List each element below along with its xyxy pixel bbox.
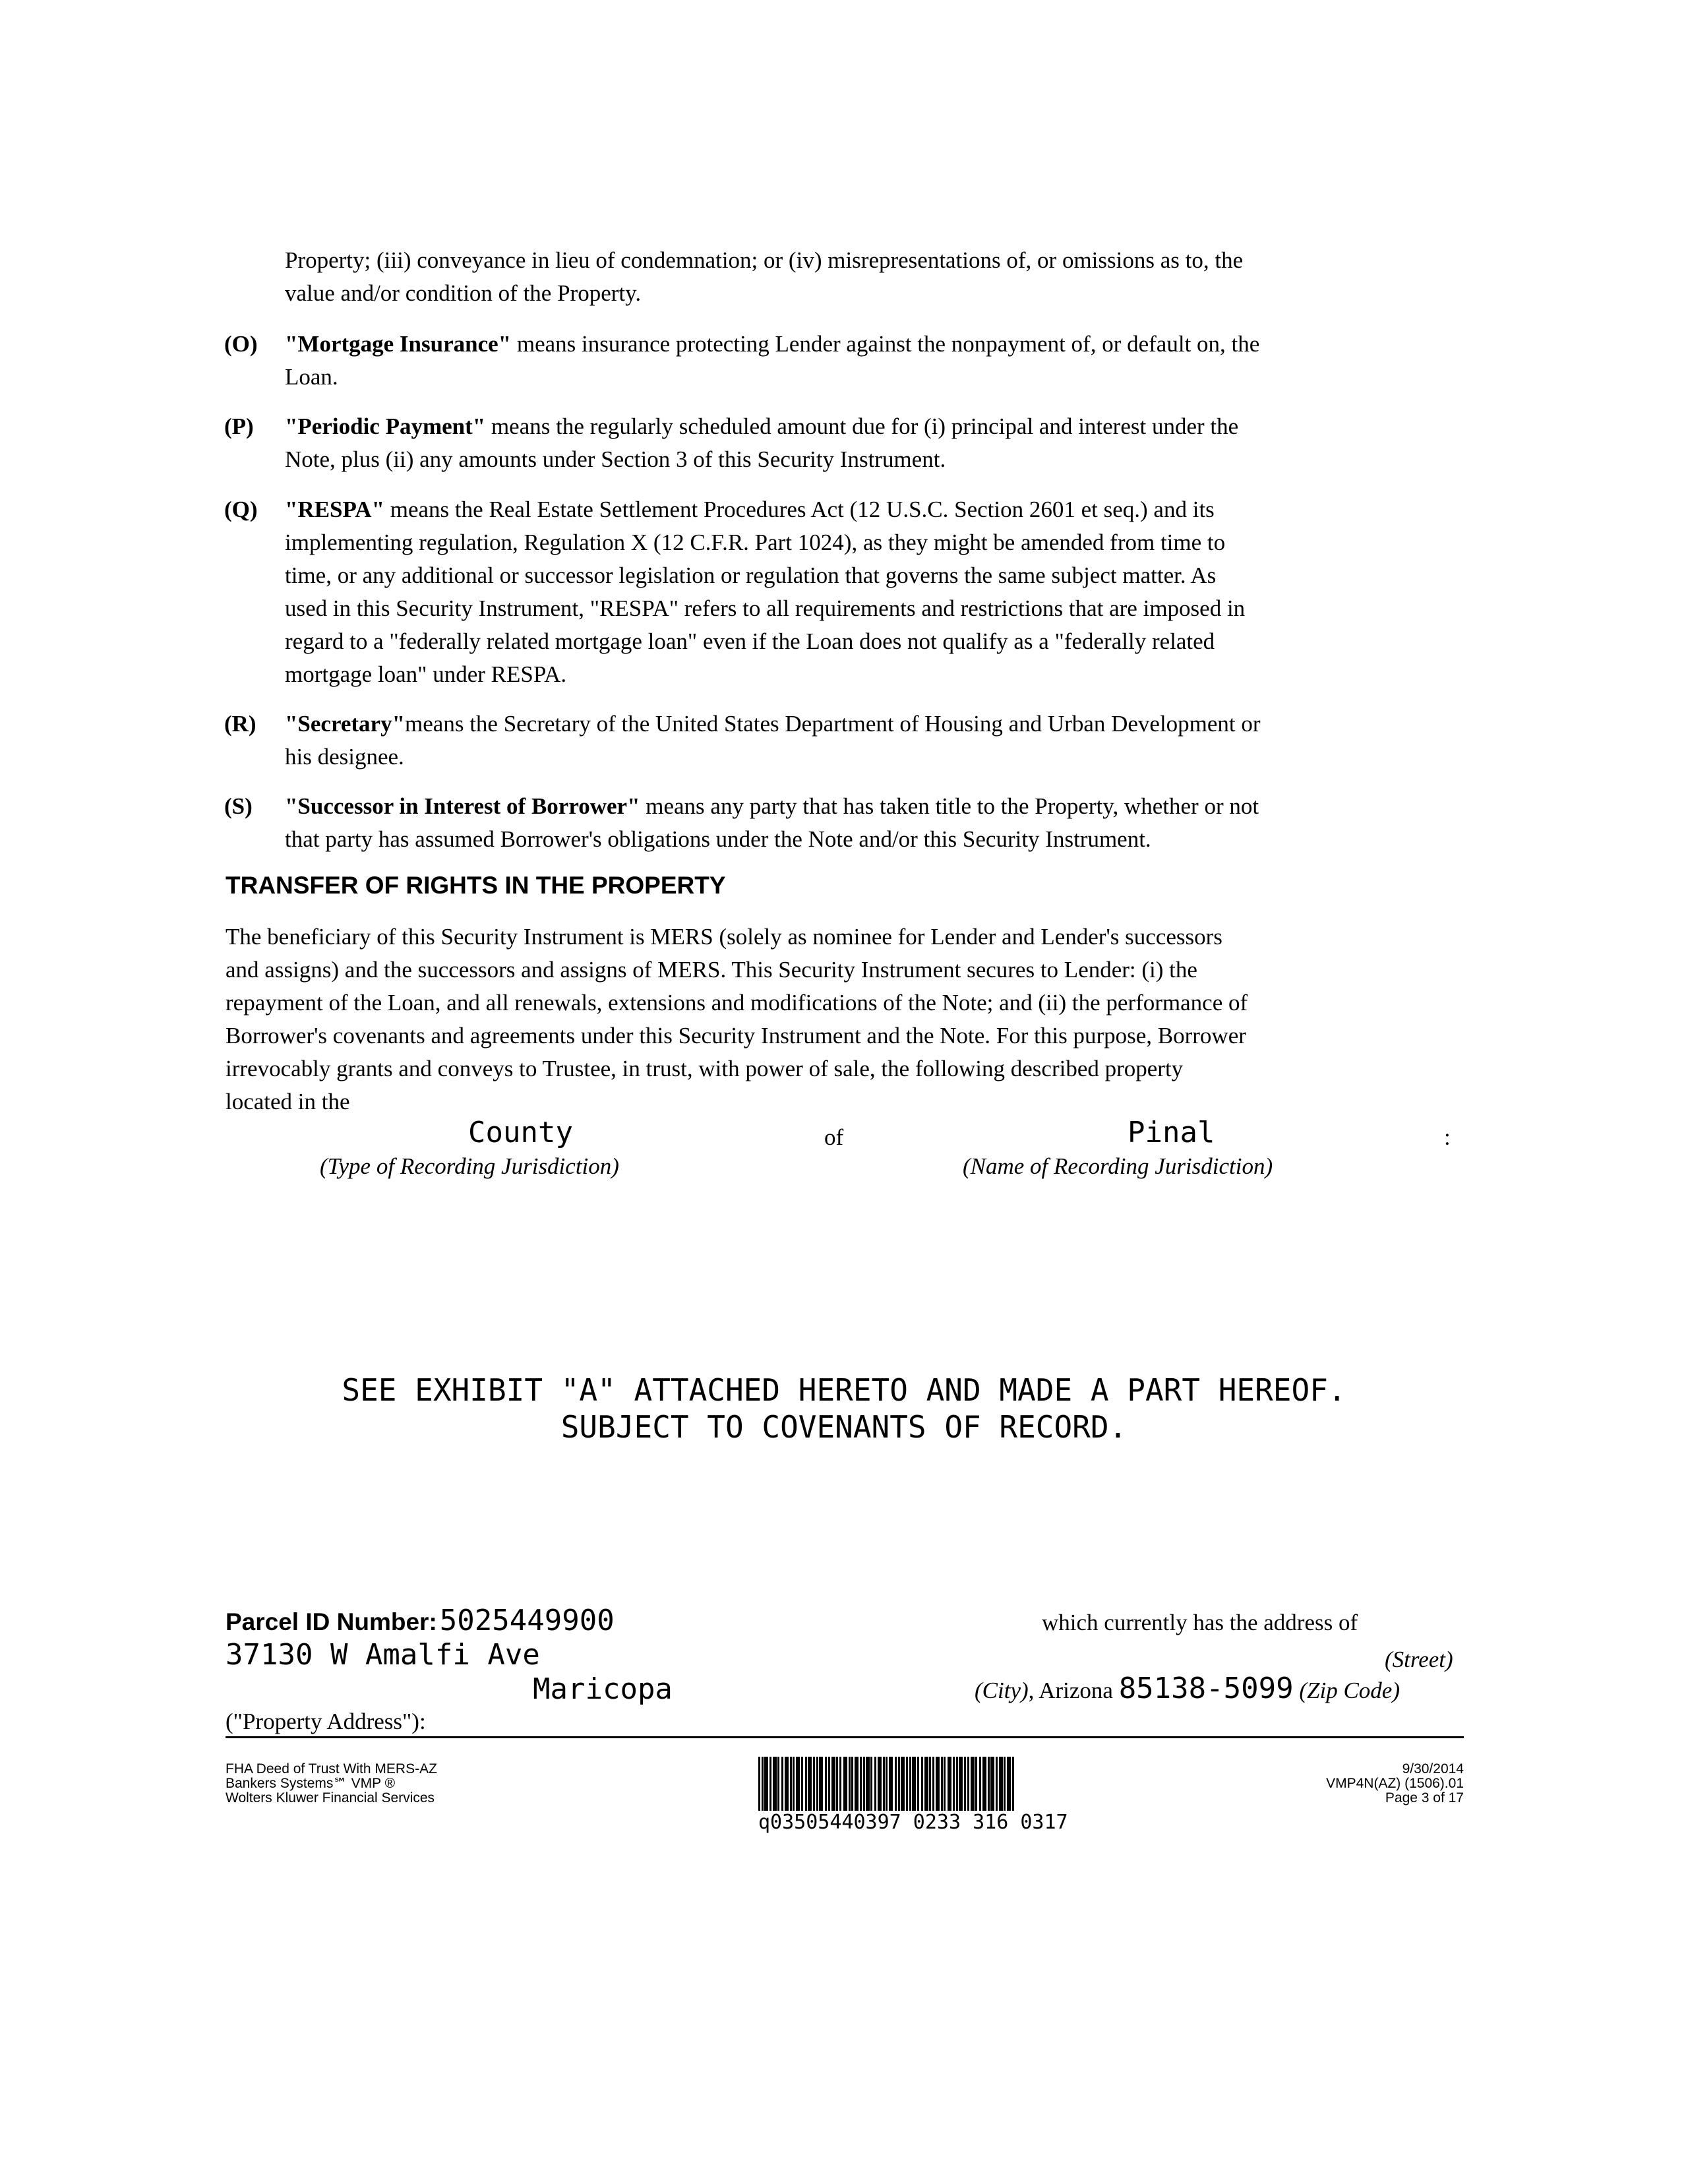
definition-text: means the regularly scheduled amount due for (i) principal and interest under the — [485, 413, 1239, 439]
definition-text: his designee. — [285, 744, 404, 770]
definition-text: Note, plus (ii) any amounts under Section 3 of this Security Instrument. — [285, 446, 946, 472]
definition-term: "Secretary" — [285, 711, 406, 737]
definition-letter: (O) — [224, 331, 258, 357]
parcel-id-value: 5025449900 — [439, 1604, 615, 1637]
state-text: , Arizona — [1028, 1678, 1113, 1703]
jurisdiction-colon: : — [1444, 1124, 1451, 1150]
definition-text: means the Secretary of the United States Department of Housing and Urban Development or — [405, 711, 1261, 737]
paragraph-line: irrevocably grants and conveys to Trustee, in trust, with power of sale, the following described property — [226, 1056, 1184, 1081]
footer-company: Wolters Kluwer Financial Services — [226, 1790, 435, 1805]
section-heading: TRANSFER OF RIGHTS IN THE PROPERTY — [226, 872, 726, 899]
paragraph-line: The beneficiary of this Security Instrument is MERS (solely as nominee for Lender and Lender's successors — [226, 924, 1222, 950]
intro-line: Property; (iii) conveyance in lieu of condemnation; or (iv) misrepresentations of, or omissions as to, the — [285, 247, 1244, 273]
definition-text: means the Real Estate Settlement Procedures Act (12 U.S.C. Section 2601 et seq.) and its — [384, 497, 1215, 522]
definition-term: "Periodic Payment" — [285, 413, 486, 439]
jurisdiction-type-value: County — [468, 1116, 573, 1149]
exhibit-line: SUBJECT TO COVENANTS OF RECORD. — [560, 1409, 1128, 1445]
definition-text: used in this Security Instrument, "RESPA" refers to all requirements and restrictions that are imposed in — [285, 595, 1246, 621]
footer-publisher: Bankers Systems℠ VMP ® — [226, 1776, 396, 1791]
intro-paragraph — [285, 244, 1243, 310]
footer-left — [226, 1762, 437, 1805]
city-caption: (City) — [975, 1678, 1029, 1703]
address-intro: which currently has the address of — [1042, 1610, 1358, 1635]
city-state-zip-row — [975, 1672, 1400, 1707]
paragraph-line: located in the — [226, 1089, 350, 1114]
definition-letter: (P) — [224, 413, 254, 439]
definition-letter: (S) — [224, 793, 253, 819]
footer-form-name: FHA Deed of Trust With MERS-AZ — [226, 1761, 437, 1776]
zip-caption: (Zip Code) — [1299, 1678, 1400, 1703]
paragraph-line: and assigns) and the successors and assigns of MERS. This Security Instrument secures to Lender: (i) the — [226, 957, 1197, 983]
definition-text: mortgage loan" under RESPA. — [285, 661, 567, 687]
definition-text: time, or any additional or successor legislation or regulation that governs the same subject matter. As — [285, 562, 1217, 588]
footer-date: 9/30/2014 — [1402, 1761, 1464, 1776]
footer-right — [1253, 1762, 1464, 1805]
paragraph-line: repayment of the Loan, and all renewals, extensions and modifications of the Note; and (ii) the performance of — [226, 990, 1248, 1016]
exhibit-block — [0, 1372, 1688, 1445]
intro-line: value and/or condition of the Property. — [285, 280, 642, 306]
definition-text: regard to a "federally related mortgage loan" even if the Loan does not qualify as a "federally related — [285, 628, 1215, 654]
zip-value: 85138-5099 — [1118, 1672, 1294, 1705]
barcode-bars — [758, 1757, 1068, 1811]
definition-term: "Successor in Interest of Borrower" — [285, 793, 640, 819]
definition-text: implementing regulation, Regulation X (12 C.F.R. Part 1024), as they might be amended from time to — [285, 530, 1226, 555]
definition-term: "Mortgage Insurance" — [285, 331, 512, 357]
definition-text: means any party that has taken title to the Property, whether or not — [640, 793, 1259, 819]
definition-text: Loan. — [285, 364, 338, 390]
footer-divider — [226, 1736, 1464, 1738]
transfer-paragraph — [226, 921, 1465, 1118]
barcode — [758, 1757, 1068, 1833]
definition-letter: (R) — [224, 711, 256, 737]
city-value: Maricopa — [533, 1672, 673, 1706]
paragraph-line: Borrower's covenants and agreements under this Security Instrument and the Note. For this purpose, Borrower — [226, 1023, 1246, 1048]
street-caption: (Street) — [1385, 1647, 1453, 1672]
exhibit-line: SEE EXHIBIT "A" ATTACHED HERETO AND MADE A PART HEREOF. — [342, 1372, 1346, 1408]
footer-form-code: VMP4N(AZ) (1506).01 — [1326, 1776, 1464, 1791]
jurisdiction-name-caption: (Name of Recording Jurisdiction) — [963, 1153, 1273, 1179]
parcel-id-label: Parcel ID Number: — [226, 1608, 437, 1635]
definition-text: means insurance protecting Lender against the nonpayment of, or default on, the — [511, 331, 1260, 357]
barcode-text: q03505440397 0233 316 0317 — [758, 1811, 1068, 1834]
barcode-gap — [1014, 1757, 1015, 1811]
definition-text: that party has assumed Borrower's obligations under the Note and/or this Security Instrument. — [285, 826, 1151, 852]
jurisdiction-type-caption: (Type of Recording Jurisdiction) — [320, 1153, 619, 1179]
street-value: 37130 W Amalfi Ave — [226, 1638, 540, 1672]
definition-term: "RESPA" — [285, 497, 385, 522]
definition-letter: (Q) — [224, 497, 258, 522]
property-address-label: ("Property Address"): — [226, 1709, 426, 1734]
parcel-id-row — [226, 1604, 615, 1637]
jurisdiction-name-value: Pinal — [1128, 1116, 1215, 1149]
jurisdiction-of: of — [824, 1124, 844, 1150]
footer-page-number: Page 3 of 17 — [1385, 1790, 1464, 1805]
